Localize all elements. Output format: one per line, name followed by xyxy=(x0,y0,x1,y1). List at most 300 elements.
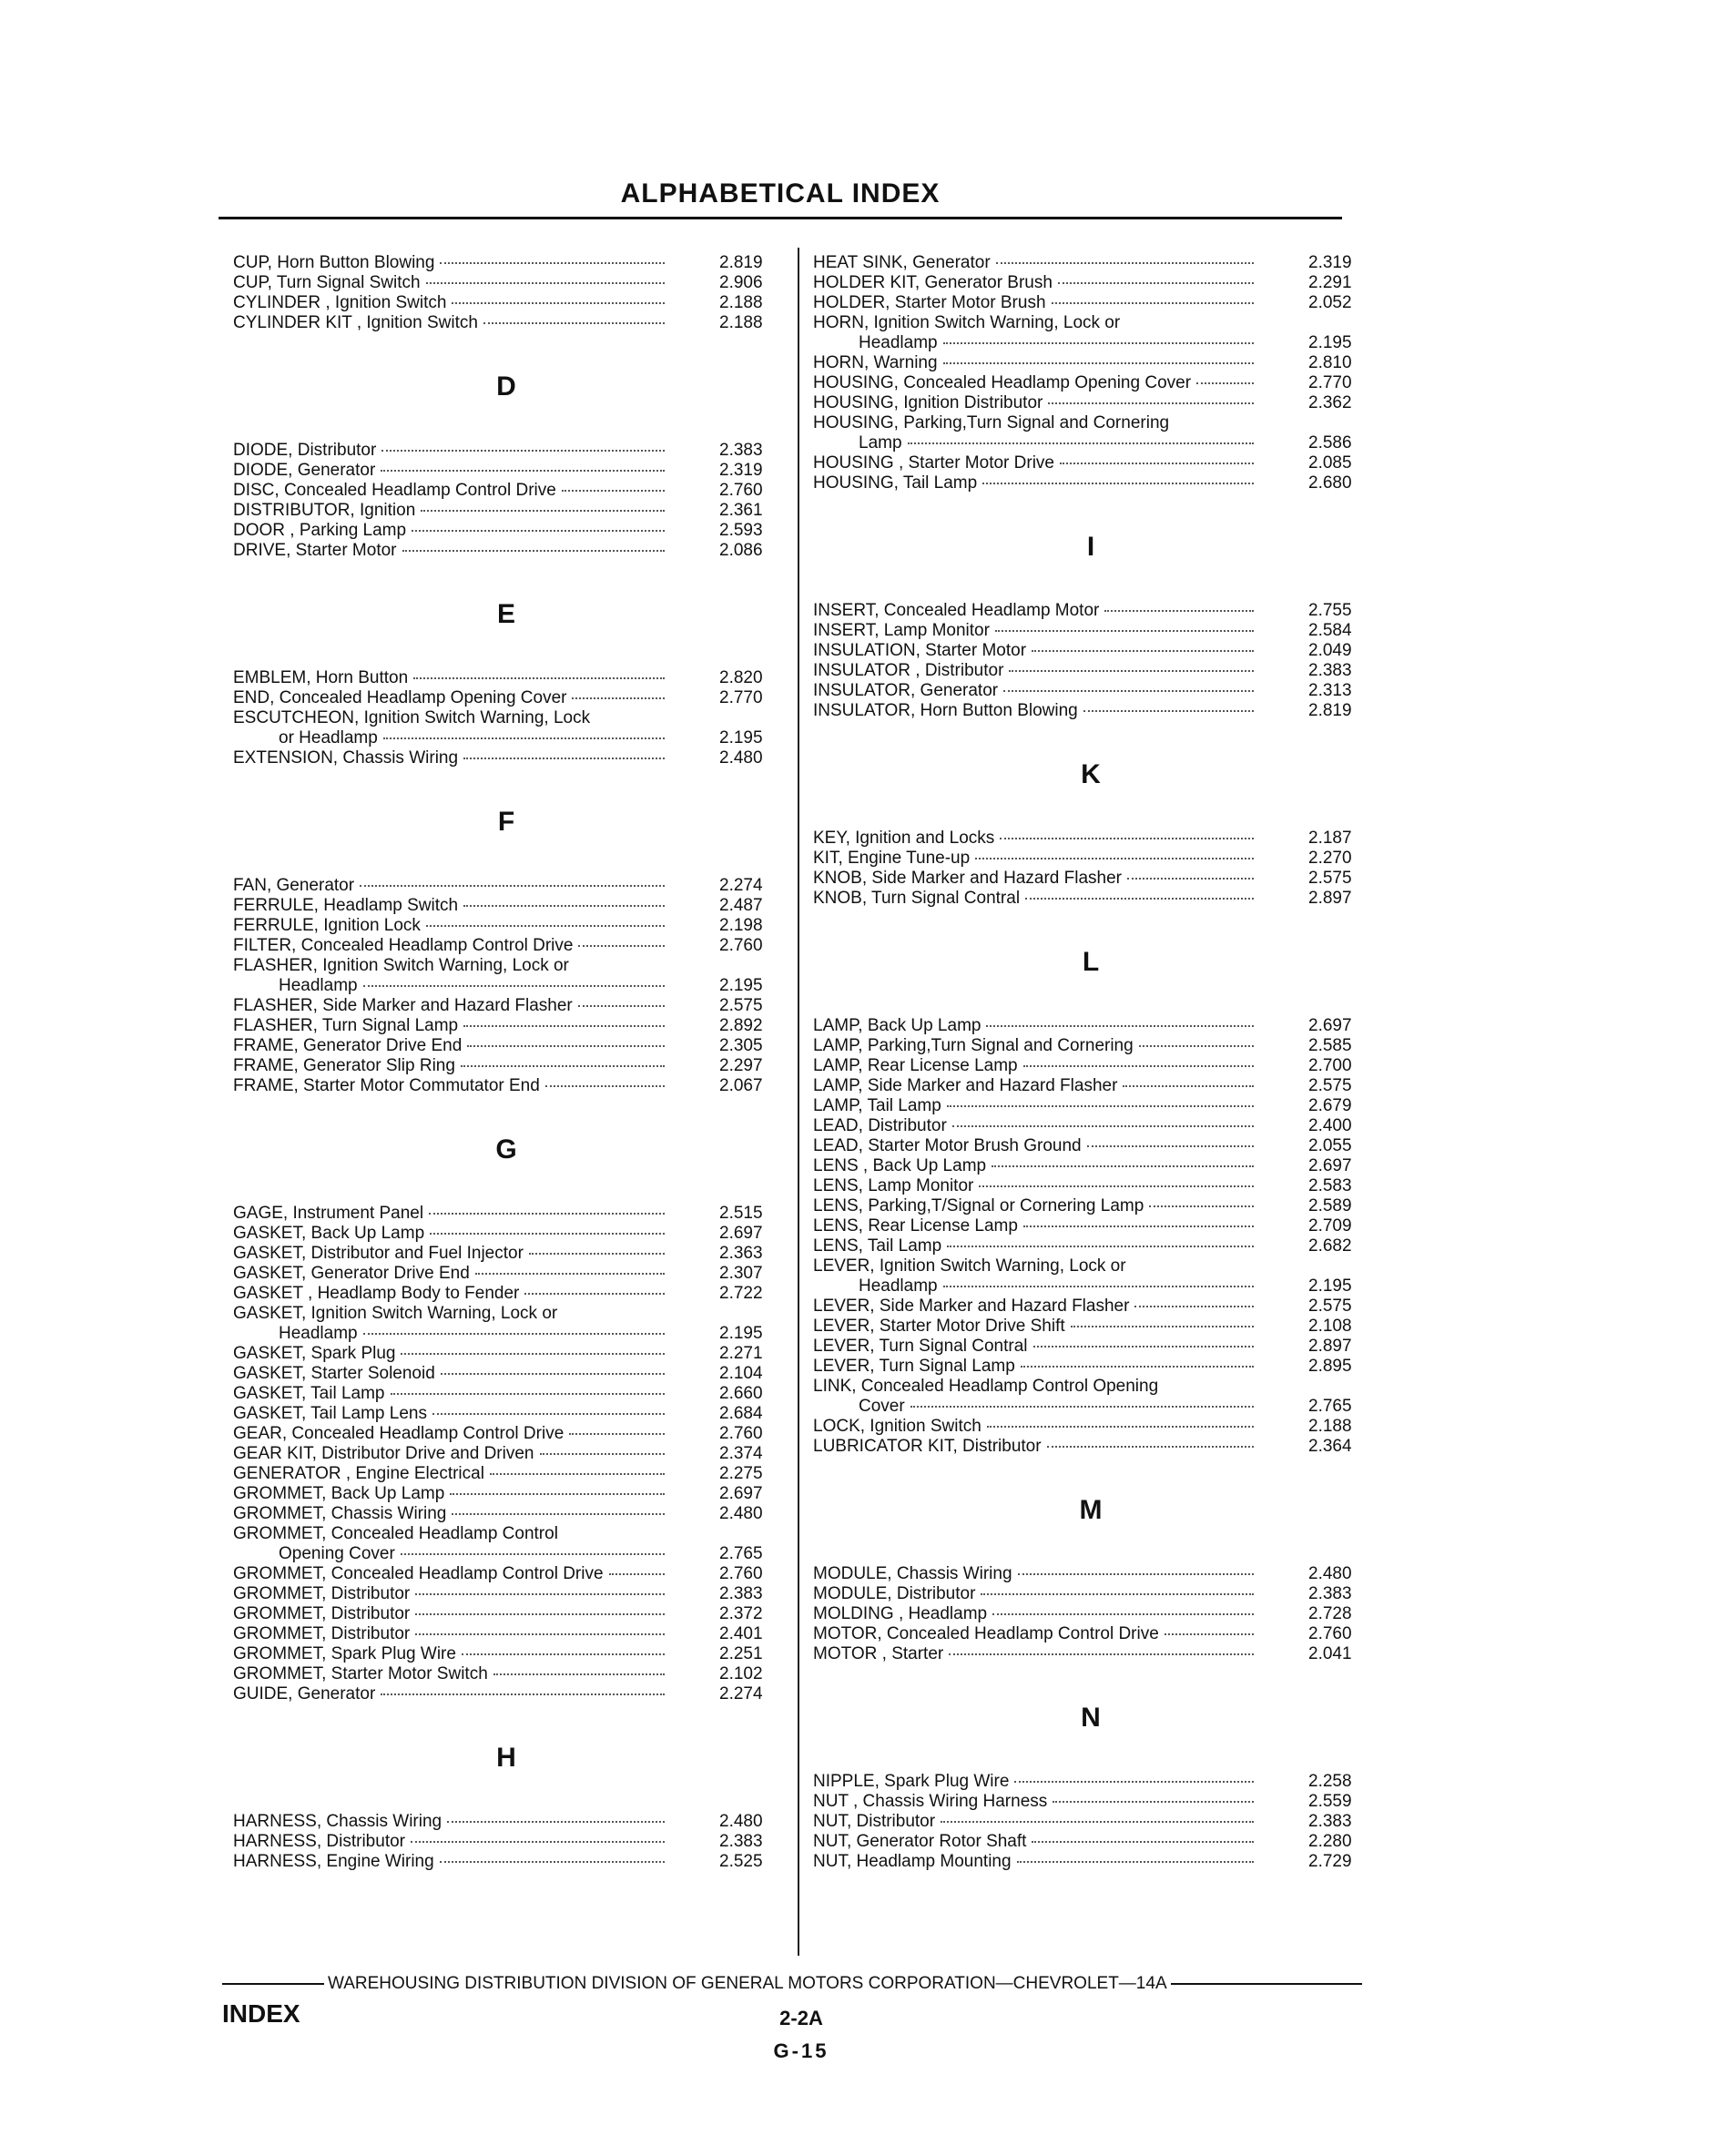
entry-reference-number: 2.760 xyxy=(719,1564,763,1583)
dot-leader xyxy=(943,1286,1254,1287)
index-entry xyxy=(813,1772,1368,1792)
dot-leader xyxy=(429,1213,665,1215)
entry-reference-number: 2.067 xyxy=(719,1076,763,1095)
entry-reference-number: 2.085 xyxy=(1308,453,1352,473)
entry-reference-number: 2.697 xyxy=(719,1224,763,1243)
entry-label: CYLINDER KIT , Ignition Switch xyxy=(233,313,478,332)
entry-label: LEVER, Ignition Switch Warning, Lock or xyxy=(813,1256,1126,1276)
dot-leader xyxy=(1134,1306,1254,1307)
entry-label: INSERT, Lamp Monitor xyxy=(813,621,990,640)
entry-reference-number: 2.820 xyxy=(719,668,763,687)
dot-leader xyxy=(981,1593,1254,1595)
index-entry xyxy=(813,1357,1368,1377)
dot-leader xyxy=(1018,1573,1254,1575)
entry-label: DIODE, Distributor xyxy=(233,441,377,460)
entry-reference-number: 2.480 xyxy=(719,748,763,768)
entry-label: GROMMET, Spark Plug Wire xyxy=(233,1644,456,1663)
index-entry xyxy=(813,1832,1368,1852)
index-entry xyxy=(813,1852,1368,1872)
footer-rule-left xyxy=(222,1983,324,1985)
entry-label: Headlamp xyxy=(279,976,358,995)
entry-reference-number: 2.770 xyxy=(719,688,763,707)
dot-leader xyxy=(462,1653,665,1655)
dot-leader xyxy=(440,262,665,264)
entry-label: NUT, Distributor xyxy=(813,1812,936,1831)
entry-reference-number: 2.198 xyxy=(719,916,763,935)
entry-reference-number: 2.760 xyxy=(719,481,763,500)
index-entry xyxy=(233,1684,779,1704)
entry-label: INSULATOR , Distributor xyxy=(813,661,1004,680)
entry-label: CUP, Horn Button Blowing xyxy=(233,253,435,272)
index-entry xyxy=(813,1437,1368,1457)
dot-leader xyxy=(982,483,1254,484)
dot-leader xyxy=(1087,1145,1254,1147)
dot-leader xyxy=(401,1553,665,1555)
entry-label: MOLDING , Headlamp xyxy=(813,1604,988,1623)
entry-label: Headlamp xyxy=(859,1276,938,1296)
dot-leader xyxy=(910,1406,1254,1408)
index-entry xyxy=(813,1036,1368,1056)
dot-leader xyxy=(1104,610,1254,612)
index-entry xyxy=(813,1016,1368,1036)
dot-leader xyxy=(947,1246,1254,1247)
index-entry xyxy=(233,1076,779,1096)
section-letter: E xyxy=(496,599,515,629)
entry-label: HOUSING, Ignition Distributor xyxy=(813,393,1043,412)
index-entry xyxy=(233,748,779,768)
entry-label: MODULE, Chassis Wiring xyxy=(813,1564,1012,1583)
section-letter: H xyxy=(496,1743,516,1773)
index-entry xyxy=(233,896,779,916)
index-entry xyxy=(813,413,1368,433)
dot-leader xyxy=(1071,1326,1254,1327)
dot-leader xyxy=(1017,1861,1254,1863)
entry-reference-number: 2.364 xyxy=(1308,1437,1352,1456)
entry-label: LAMP, Parking,Turn Signal and Cornering xyxy=(813,1036,1134,1055)
dot-leader xyxy=(540,1453,666,1455)
entry-reference-number: 2.291 xyxy=(1308,273,1352,292)
entry-reference-number: 2.660 xyxy=(719,1384,763,1403)
dot-leader xyxy=(415,1593,665,1595)
entry-label: DOOR , Parking Lamp xyxy=(233,521,407,540)
footer-page-code: G-15 xyxy=(773,2039,829,2062)
dot-leader xyxy=(381,1693,665,1695)
index-entry xyxy=(813,1337,1368,1357)
entry-reference-number: 2.697 xyxy=(1308,1016,1352,1035)
index-entry xyxy=(813,1624,1368,1644)
index-entry-continuation xyxy=(233,728,779,748)
entry-reference-number: 2.383 xyxy=(719,1584,763,1603)
dot-leader xyxy=(1083,710,1254,712)
dot-leader xyxy=(411,1841,665,1843)
index-entry xyxy=(813,453,1368,473)
dot-leader xyxy=(363,985,665,987)
dot-leader xyxy=(569,1433,665,1435)
dot-leader xyxy=(979,1185,1254,1187)
entry-reference-number: 2.108 xyxy=(1308,1317,1352,1336)
index-entry xyxy=(813,373,1368,393)
entry-reference-number: 2.559 xyxy=(1308,1792,1352,1811)
entry-label: LAMP, Tail Lamp xyxy=(813,1096,941,1115)
dot-leader xyxy=(1000,838,1254,839)
entry-label: GASKET, Ignition Switch Warning, Lock or xyxy=(233,1304,558,1323)
dot-leader xyxy=(463,905,665,907)
entry-reference-number: 2.274 xyxy=(719,876,763,895)
index-entry-continuation xyxy=(813,1397,1368,1417)
dot-leader xyxy=(426,925,665,927)
entry-reference-number: 2.383 xyxy=(1308,1584,1352,1603)
section-letter: L xyxy=(1082,947,1100,977)
entry-label: MOTOR, Concealed Headlamp Control Drive xyxy=(813,1624,1159,1643)
index-entry xyxy=(813,829,1368,849)
index-entry xyxy=(233,1832,779,1852)
dot-leader xyxy=(1023,1065,1254,1067)
index-entry xyxy=(233,1204,779,1224)
index-entry xyxy=(233,1484,779,1504)
dot-leader xyxy=(947,1105,1254,1107)
dot-leader xyxy=(363,1333,665,1335)
dot-leader xyxy=(1058,282,1254,284)
dot-leader xyxy=(401,1353,665,1355)
entry-reference-number: 2.722 xyxy=(719,1284,763,1303)
entry-label: GROMMET, Concealed Headlamp Control xyxy=(233,1524,558,1543)
entry-reference-number: 2.195 xyxy=(719,1324,763,1343)
entry-label: LEVER, Turn Signal Contral xyxy=(813,1337,1028,1356)
entry-label: DISTRIBUTOR, Ignition xyxy=(233,501,416,520)
index-entry xyxy=(813,681,1368,701)
entry-label: LAMP, Back Up Lamp xyxy=(813,1016,982,1035)
entry-reference-number: 2.583 xyxy=(1308,1176,1352,1195)
dot-leader xyxy=(1052,302,1254,304)
entry-label: GROMMET, Starter Motor Switch xyxy=(233,1664,488,1683)
dot-leader xyxy=(1149,1205,1254,1207)
index-entry xyxy=(233,1564,779,1584)
index-entry xyxy=(233,956,779,976)
entry-reference-number: 2.383 xyxy=(1308,661,1352,680)
entry-label: KNOB, Side Marker and Hazard Flasher xyxy=(813,869,1122,888)
index-entry-continuation xyxy=(813,1276,1368,1297)
entry-reference-number: 2.401 xyxy=(719,1624,763,1643)
footer-page-number: 2-2A xyxy=(779,2007,823,2029)
entry-reference-number: 2.195 xyxy=(1308,333,1352,352)
dot-leader xyxy=(562,490,665,492)
entry-reference-number: 2.700 xyxy=(1308,1056,1352,1075)
entry-label: HORN, Ignition Switch Warning, Lock or xyxy=(813,313,1121,332)
entry-reference-number: 2.819 xyxy=(1308,701,1352,720)
entry-reference-number: 2.195 xyxy=(719,728,763,747)
index-entry xyxy=(813,621,1368,641)
index-entry-continuation xyxy=(813,333,1368,353)
entry-reference-number: 2.275 xyxy=(719,1464,763,1483)
dot-leader xyxy=(426,282,665,284)
dot-leader xyxy=(467,1045,665,1047)
entry-label: LEVER, Starter Motor Drive Shift xyxy=(813,1317,1065,1336)
index-entry xyxy=(813,1812,1368,1832)
entry-label: KIT, Engine Tune-up xyxy=(813,849,971,868)
entry-label: GROMMET, Chassis Wiring xyxy=(233,1504,447,1523)
entry-label: HARNESS, Distributor xyxy=(233,1832,405,1851)
entry-label: EXTENSION, Chassis Wiring xyxy=(233,748,459,768)
entry-label: FRAME, Generator Slip Ring xyxy=(233,1056,455,1075)
index-entry xyxy=(813,1216,1368,1236)
entry-reference-number: 2.305 xyxy=(719,1036,763,1055)
dot-leader xyxy=(975,858,1254,859)
dot-leader xyxy=(992,1165,1254,1167)
dot-leader xyxy=(452,1513,665,1515)
dot-leader xyxy=(545,1085,665,1087)
entry-reference-number: 2.383 xyxy=(719,441,763,460)
dot-leader xyxy=(421,510,665,512)
entry-reference-number: 2.895 xyxy=(1308,1357,1352,1376)
dot-leader xyxy=(609,1573,665,1575)
dot-leader xyxy=(441,1373,665,1375)
index-entry xyxy=(233,876,779,896)
index-entry xyxy=(813,661,1368,681)
entry-label: GASKET, Distributor and Fuel Injector xyxy=(233,1244,524,1263)
entry-reference-number: 2.362 xyxy=(1308,393,1352,412)
index-entry xyxy=(813,1417,1368,1437)
index-entry xyxy=(813,293,1368,313)
section-letter: D xyxy=(496,371,516,402)
section-letter: F xyxy=(497,807,515,837)
index-entry xyxy=(233,1244,779,1264)
entry-label: FRAME, Starter Motor Commutator End xyxy=(233,1076,540,1095)
entry-label: GASKET , Headlamp Body to Fender xyxy=(233,1284,520,1303)
dot-leader xyxy=(413,677,665,679)
entry-reference-number: 2.682 xyxy=(1308,1236,1352,1256)
index-entry xyxy=(233,1444,779,1464)
index-entry xyxy=(813,473,1368,493)
dot-leader xyxy=(360,885,665,887)
index-entry xyxy=(233,501,779,521)
entry-label: INSULATION, Starter Motor xyxy=(813,641,1027,660)
index-entry xyxy=(813,353,1368,373)
index-entry xyxy=(233,1284,779,1304)
index-entry xyxy=(233,541,779,561)
entry-label: HOUSING, Concealed Headlamp Opening Cover xyxy=(813,373,1192,392)
dot-leader xyxy=(1021,1366,1254,1368)
entry-label: GASKET, Starter Solenoid xyxy=(233,1364,435,1383)
entry-label: HOLDER, Starter Motor Brush xyxy=(813,293,1046,312)
index-entry xyxy=(233,1364,779,1384)
entry-reference-number: 2.271 xyxy=(719,1344,763,1363)
dot-leader xyxy=(463,1025,665,1027)
index-entry xyxy=(233,936,779,956)
dot-leader xyxy=(987,1426,1254,1428)
dot-leader xyxy=(415,1613,665,1615)
entry-label: LENS, Tail Lamp xyxy=(813,1236,942,1256)
entry-reference-number: 2.188 xyxy=(719,293,763,312)
index-entry xyxy=(813,1297,1368,1317)
index-entry xyxy=(813,273,1368,293)
entry-reference-number: 2.307 xyxy=(719,1264,763,1283)
entry-reference-number: 2.480 xyxy=(1308,1564,1352,1583)
dot-leader xyxy=(943,342,1254,344)
index-entry xyxy=(813,253,1368,273)
footer-rule-right xyxy=(1171,1983,1362,1985)
entry-label: GASKET, Generator Drive End xyxy=(233,1264,470,1283)
dot-leader xyxy=(578,1005,665,1007)
dot-leader xyxy=(529,1253,665,1255)
entry-reference-number: 2.086 xyxy=(719,541,763,560)
dot-leader xyxy=(381,450,665,452)
index-entry xyxy=(813,1236,1368,1256)
page-title: ALPHABETICAL INDEX xyxy=(620,178,941,208)
entry-reference-number: 2.319 xyxy=(719,461,763,480)
entry-reference-number: 2.104 xyxy=(719,1364,763,1383)
entry-label: GUIDE, Generator xyxy=(233,1684,376,1703)
footer-publisher: WAREHOUSING DISTRIBUTION DIVISION OF GENERAL MOTORS CORPORATION—CHEVROLET—14A xyxy=(328,1974,1167,1993)
entry-reference-number: 2.480 xyxy=(719,1812,763,1831)
entry-reference-number: 2.575 xyxy=(1308,1297,1352,1316)
entry-label: LENS, Rear License Lamp xyxy=(813,1216,1018,1236)
index-entry xyxy=(233,1424,779,1444)
entry-label: LINK, Concealed Headlamp Control Opening xyxy=(813,1377,1159,1396)
entry-label: Headlamp xyxy=(859,333,938,352)
entry-reference-number: 2.892 xyxy=(719,1016,763,1035)
entry-reference-number: 2.313 xyxy=(1308,681,1352,700)
entry-reference-number: 2.760 xyxy=(1308,1624,1352,1643)
entry-reference-number: 2.372 xyxy=(719,1604,763,1623)
entry-label: LUBRICATOR KIT, Distributor xyxy=(813,1437,1042,1456)
index-entry-continuation xyxy=(233,1324,779,1344)
entry-reference-number: 2.049 xyxy=(1308,641,1352,660)
entry-label: FLASHER, Side Marker and Hazard Flasher xyxy=(233,996,573,1015)
entry-label: GASKET, Tail Lamp Lens xyxy=(233,1404,427,1423)
entry-label: HARNESS, Engine Wiring xyxy=(233,1852,434,1871)
index-entry xyxy=(233,688,779,708)
index-entry xyxy=(813,849,1368,869)
index-entry xyxy=(813,1096,1368,1116)
entry-label: NUT, Headlamp Mounting xyxy=(813,1852,1012,1871)
entry-label: GASKET, Back Up Lamp xyxy=(233,1224,425,1243)
entry-label: MOTOR , Starter xyxy=(813,1644,944,1663)
index-entry xyxy=(233,273,779,293)
index-entry xyxy=(233,668,779,688)
entry-label: LENS, Parking,T/Signal or Cornering Lamp xyxy=(813,1196,1144,1215)
dot-leader xyxy=(475,1273,665,1275)
index-entry xyxy=(233,461,779,481)
index-entry xyxy=(233,1644,779,1664)
index-column-left xyxy=(233,253,779,1872)
entry-reference-number: 2.679 xyxy=(1308,1096,1352,1115)
index-entry xyxy=(233,1852,779,1872)
entry-reference-number: 2.770 xyxy=(1308,373,1352,392)
entry-label: GROMMET, Back Up Lamp xyxy=(233,1484,445,1503)
entry-reference-number: 2.361 xyxy=(719,501,763,520)
entry-label: INSERT, Concealed Headlamp Motor xyxy=(813,601,1100,620)
entry-label: CYLINDER , Ignition Switch xyxy=(233,293,447,312)
entry-reference-number: 2.575 xyxy=(1308,1076,1352,1095)
index-entry xyxy=(813,1116,1368,1136)
index-entry xyxy=(813,1176,1368,1196)
index-entry xyxy=(233,293,779,313)
index-entry xyxy=(233,1464,779,1484)
index-entry xyxy=(813,1604,1368,1624)
dot-leader xyxy=(1032,1841,1254,1843)
entry-label: NIPPLE, Spark Plug Wire xyxy=(813,1772,1010,1791)
entry-label: INSULATOR, Horn Button Blowing xyxy=(813,701,1078,720)
entry-reference-number: 2.755 xyxy=(1308,601,1352,620)
entry-reference-number: 2.270 xyxy=(1308,849,1352,868)
entry-label: FILTER, Concealed Headlamp Control Drive xyxy=(233,936,574,955)
dot-leader xyxy=(986,1025,1254,1027)
entry-reference-number: 2.575 xyxy=(719,996,763,1015)
entry-reference-number: 2.515 xyxy=(719,1204,763,1223)
entry-label: GASKET, Tail Lamp xyxy=(233,1384,385,1403)
entry-label: FLASHER, Ignition Switch Warning, Lock or xyxy=(233,956,569,975)
index-entry xyxy=(233,313,779,333)
dot-leader xyxy=(383,737,665,739)
dot-leader xyxy=(995,630,1254,632)
dot-leader xyxy=(463,758,665,759)
index-entry xyxy=(233,1016,779,1036)
entry-label: LEVER, Side Marker and Hazard Flasher xyxy=(813,1297,1130,1316)
dot-leader xyxy=(1033,1346,1254,1348)
entry-label: FRAME, Generator Drive End xyxy=(233,1036,463,1055)
entry-reference-number: 2.052 xyxy=(1308,293,1352,312)
index-entry xyxy=(233,1524,779,1544)
index-entry xyxy=(233,1604,779,1624)
entry-label: FLASHER, Turn Signal Lamp xyxy=(233,1016,459,1035)
entry-reference-number: 2.593 xyxy=(719,521,763,540)
entry-label: GROMMET, Distributor xyxy=(233,1604,411,1623)
entry-label: FERRULE, Ignition Lock xyxy=(233,916,421,935)
entry-reference-number: 2.697 xyxy=(719,1484,763,1503)
index-entry xyxy=(813,1584,1368,1604)
entry-label: GEAR, Concealed Headlamp Control Drive xyxy=(233,1424,565,1443)
dot-leader xyxy=(490,1473,665,1475)
entry-reference-number: 2.906 xyxy=(719,273,763,292)
entry-reference-number: 2.589 xyxy=(1308,1196,1352,1215)
index-entry xyxy=(233,1264,779,1284)
index-entry xyxy=(813,313,1368,333)
index-entry xyxy=(813,1644,1368,1664)
footer-section-label: INDEX xyxy=(222,1999,300,2028)
dot-leader xyxy=(483,322,665,324)
index-entry xyxy=(813,1256,1368,1276)
entry-label: HORN, Warning xyxy=(813,353,938,372)
entry-label: FAN, Generator xyxy=(233,876,355,895)
entry-reference-number: 2.188 xyxy=(719,313,763,332)
dot-leader xyxy=(572,697,665,699)
dot-leader xyxy=(381,470,665,472)
dot-leader xyxy=(1023,1225,1254,1227)
entry-label: GASKET, Spark Plug xyxy=(233,1344,396,1363)
dot-leader xyxy=(461,1065,665,1067)
dot-leader xyxy=(952,1125,1254,1127)
entry-label: HEAT SINK, Generator xyxy=(813,253,991,272)
entry-reference-number: 2.585 xyxy=(1308,1036,1352,1055)
entry-reference-number: 2.251 xyxy=(719,1644,763,1663)
index-entry xyxy=(233,441,779,461)
entry-label: LEVER, Turn Signal Lamp xyxy=(813,1357,1015,1376)
dot-leader xyxy=(1009,670,1254,672)
entry-reference-number: 2.280 xyxy=(1308,1832,1352,1851)
index-entry xyxy=(813,1076,1368,1096)
entry-label: LEAD, Distributor xyxy=(813,1116,947,1135)
entry-reference-number: 2.709 xyxy=(1308,1216,1352,1236)
dot-leader xyxy=(493,1673,665,1675)
entry-label: FERRULE, Headlamp Switch xyxy=(233,896,459,915)
entry-label: LEAD, Starter Motor Brush Ground xyxy=(813,1136,1082,1155)
index-entry xyxy=(813,1377,1368,1397)
dot-leader xyxy=(908,442,1254,444)
entry-reference-number: 2.897 xyxy=(1308,889,1352,908)
index-entry xyxy=(233,521,779,541)
dot-leader xyxy=(1165,1633,1254,1635)
entry-reference-number: 2.319 xyxy=(1308,253,1352,272)
